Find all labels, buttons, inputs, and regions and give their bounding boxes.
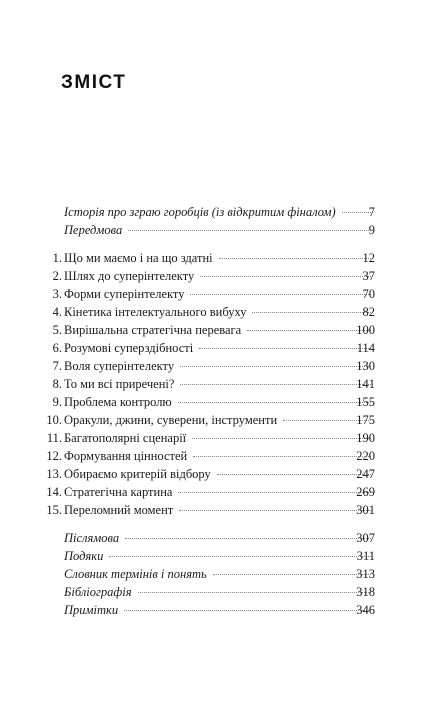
toc-entry-back-4[interactable] (0, 583, 448, 601)
chapter-number: 8. (52, 377, 62, 391)
toc-entry-back-2[interactable] (0, 547, 448, 565)
toc-row (64, 411, 375, 429)
toc-row (64, 583, 375, 601)
chapter-title: Переломний момент (64, 503, 174, 517)
chapter-page: 141 (356, 377, 375, 391)
chapter-number: 9. (52, 395, 62, 409)
chapter-page: 175 (356, 413, 375, 427)
chapter-number: 6. (52, 341, 62, 355)
dot-leader (124, 610, 371, 611)
toc-chapter-13[interactable] (0, 465, 448, 483)
chapter-title: Воля суперінтелекту (64, 359, 175, 373)
toc-entry-title: Подяки (64, 549, 104, 563)
toc-row (64, 483, 375, 501)
toc-entry-page: 318 (356, 585, 375, 599)
toc-chapter-10[interactable] (0, 411, 448, 429)
toc-entry-title: Бібліографія (64, 585, 132, 599)
chapter-number: 13. (46, 467, 62, 481)
chapter-number: 12. (46, 449, 62, 463)
toc-entry-front-2[interactable] (0, 221, 448, 239)
toc-row (64, 339, 375, 357)
chapter-number: 2. (52, 269, 62, 283)
toc-chapter-12[interactable] (0, 447, 448, 465)
toc-entry-title: Примітки (64, 603, 119, 617)
toc-chapter-2[interactable] (0, 267, 448, 285)
toc-row (64, 203, 375, 221)
toc-entry-title: Історія про зграю горобців (із відкритим фіналом) (64, 205, 336, 219)
chapter-title: Стратегічна картина (64, 485, 173, 499)
chapter-page: 82 (362, 305, 375, 319)
toc-row (64, 501, 375, 519)
chapter-title: Шлях до суперінтелекту (64, 269, 195, 283)
toc-row (64, 221, 375, 239)
chapter-number: 7. (52, 359, 62, 373)
toc-row (64, 375, 375, 393)
chapter-page: 247 (356, 467, 375, 481)
chapter-number: 15. (46, 503, 62, 517)
toc-row (64, 249, 375, 267)
chapter-page: 37 (362, 269, 375, 283)
toc-chapter-8[interactable] (0, 375, 448, 393)
chapter-number: 14. (46, 485, 62, 499)
toc-chapter-14[interactable] (0, 483, 448, 501)
toc-entry-page: 313 (356, 567, 375, 581)
toc-entry-page: 346 (356, 603, 375, 617)
toc-entry-page: 9 (368, 223, 375, 237)
toc-entry-back-3[interactable] (0, 565, 448, 583)
chapter-number: 10. (46, 413, 62, 427)
toc-row (64, 303, 375, 321)
toc-chapter-15[interactable] (0, 501, 448, 519)
chapter-title: Оракули, джини, суверени, інструменти (64, 413, 278, 427)
chapter-title: Кінетика інтелектуального вибуху (64, 305, 247, 319)
chapter-title: То ми всі приречені? (64, 377, 175, 391)
chapter-page: 190 (356, 431, 375, 445)
chapter-page: 70 (362, 287, 375, 301)
toc-row (64, 529, 375, 547)
dot-leader (109, 556, 371, 557)
toc-row (64, 321, 375, 339)
toc-entry-title: Післямова (64, 531, 120, 545)
chapter-title: Вирішальна стратегічна перевага (64, 323, 242, 337)
toc-row (64, 285, 375, 303)
chapter-page: 269 (356, 485, 375, 499)
chapter-number: 1. (52, 251, 62, 265)
chapter-title: Обираємо критерій відбору (64, 467, 211, 481)
toc-entry-page: 311 (356, 549, 375, 563)
toc-chapter-9[interactable] (0, 393, 448, 411)
chapter-page: 301 (356, 503, 375, 517)
toc-entry-back-5[interactable] (0, 601, 448, 619)
toc-row (64, 465, 375, 483)
chapter-page: 130 (356, 359, 375, 373)
chapter-page: 114 (356, 341, 375, 355)
toc-chapter-7[interactable] (0, 357, 448, 375)
chapter-page: 155 (356, 395, 375, 409)
toc-chapter-4[interactable] (0, 303, 448, 321)
toc-row (64, 393, 375, 411)
toc-chapter-5[interactable] (0, 321, 448, 339)
toc-entry-front-1[interactable] (0, 203, 448, 221)
toc-entry-title: Передмова (64, 223, 123, 237)
toc-entry-back-1[interactable] (0, 529, 448, 547)
page-title: ЗМІСТ (61, 72, 127, 93)
toc-row (64, 429, 375, 447)
chapter-title: Розумові суперздібності (64, 341, 194, 355)
chapter-title: Багатополярні сценарії (64, 431, 187, 445)
toc-row (64, 547, 375, 565)
chapter-page: 100 (356, 323, 375, 337)
toc-chapter-11[interactable] (0, 429, 448, 447)
toc-chapter-1[interactable] (0, 249, 448, 267)
chapter-title: Форми суперінтелекту (64, 287, 185, 301)
chapter-page: 220 (356, 449, 375, 463)
toc-row (64, 565, 375, 583)
toc-chapter-6[interactable] (0, 339, 448, 357)
chapter-number: 11. (46, 431, 62, 445)
toc-row (64, 601, 375, 619)
chapter-number: 5. (52, 323, 62, 337)
chapter-page: 12 (362, 251, 375, 265)
toc-row (64, 447, 375, 465)
chapter-title: Формування цінностей (64, 449, 188, 463)
chapter-number: 3. (52, 287, 62, 301)
chapter-number: 4. (52, 305, 62, 319)
toc-entry-page: 307 (356, 531, 375, 545)
toc-chapter-3[interactable] (0, 285, 448, 303)
chapter-title: Проблема контролю (64, 395, 172, 409)
toc-row (64, 357, 375, 375)
chapter-title: Що ми маємо і на що здатні (64, 251, 213, 265)
toc-entry-title: Словник термінів і понять (64, 567, 207, 581)
toc-entry-page: 7 (368, 205, 375, 219)
toc-row (64, 267, 375, 285)
